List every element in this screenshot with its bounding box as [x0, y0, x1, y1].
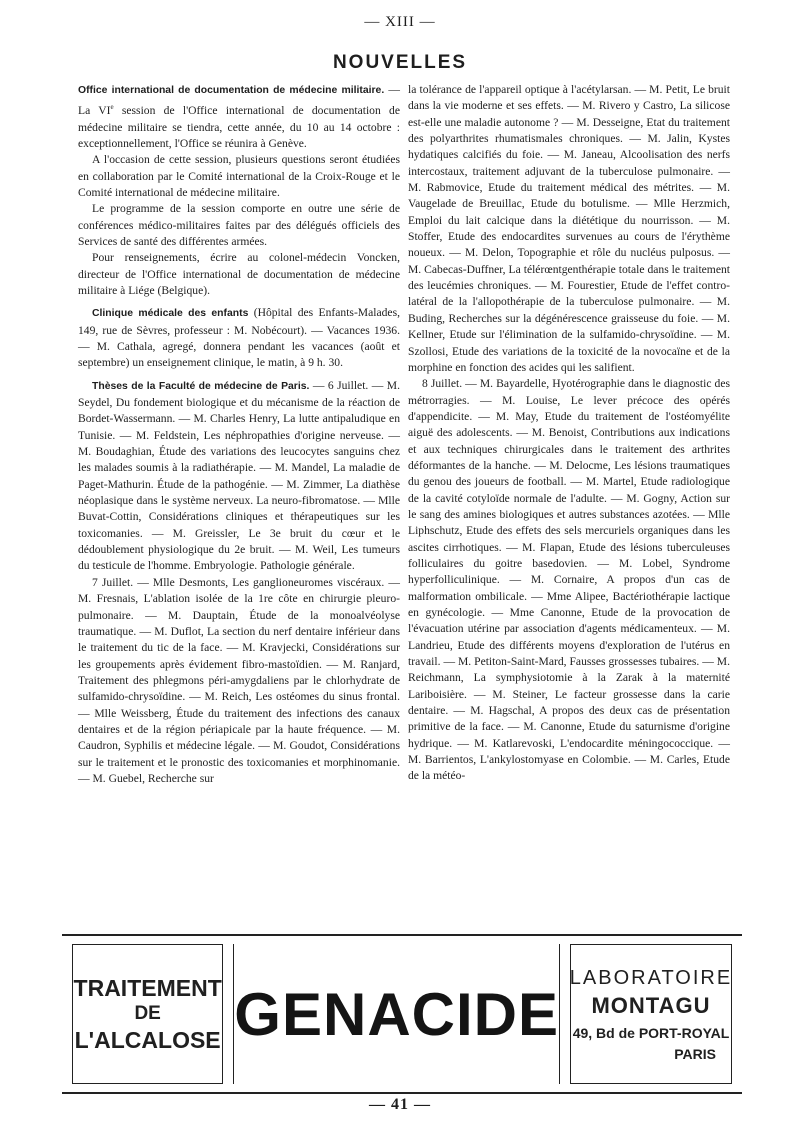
- theses-text: — 6 Juillet. — M. Seydel, Du fondement biologique et du mécanisme de la réaction de Bordet-Wassermann. — M. Charles Henry, La lutte antipaludique en Tunisie. — M. Feldstein, Les néphropathies d'origine nerveuse. — M. Boudaghian, Étude des variations des leucocytes sanguins chez les malades soumis à la radiathérapie. — M. Mandel, La maladie de Paget-Mathurin. Étude de la pathogénie. — M. Zimmer, La diathèse néoplasique dans le système nerveux. La neuro-fibromatose. — Mlle Buvat-Cottin, Considérations cliniques et thérapeutiques sur les toxicomanies. — M. Greissler, Le 3e bruit du cœur et le dédoublement physiologique du 2e bruit. — M. Weil, Les tumeurs du testicule de l'homme. Embryologie. Pathologie générale.: [78, 378, 400, 573]
- clinique-paragraph: [78, 305, 400, 371]
- ad-left-line2: DE: [134, 1003, 161, 1024]
- ad-right-panel: [570, 944, 732, 1084]
- office-text-a: — La VI: [78, 83, 400, 118]
- office-paragraph-4: Pour renseignements, écrire au colonel-médecin Voncken, directeur de l'Office international de documentation de médecine militaire à Liége (Belgique).: [78, 251, 400, 297]
- continued-paragraph: la tolérance de l'appareil optique à l'acétylarsan. — M. Petit, Le bruit dans la vie moderne et ses effets. — M. Rivero y Castro, La silicose est-elle une maladie autonome ? — M. Desseigne, Etat du traitement des polyarthrites rhumatismales chroniques. — M. Jalin, Kystes hydatiques calcifiés du foie. — M. Janeau, Alcoolisation des nerfs intercostaux, traitement adjuvant de la tuberculose pulmonaire. — M. Rabmovice, Etude du traitement médical des métrites. — M. Vaugelade de Breuillac, Etude du botulisme. — Mlle Herzmich, Emploi du lait calcique dans la diététique du nourrisson. — M. Stoffer, Etude des endocardites survenues au cours de l'érythème noueux. — M. Delon, Topographie et rôle du nucléus pulposus. — M. Cabecas-Duffner, La télérœntgenthérapie totale dans le traitement des leucémies chroniques. — M. Fourestier, Etude de l'effet contro-latéral de la l'allopothérapie de la tuberculose pulmonaire. — M. Buding, Recherches sur la dégénérescence graisseuse du foie. — M. Kellner, Etude sur l'élimination de la sulfamido-chrysoïdine. — M. Szollosi, Etude des variations de la toxicité de la novocaïne et de la morphine en fonction des acides qui les salifient.: [408, 83, 730, 374]
- page-footer-number: — 41 —: [369, 1096, 431, 1113]
- office-lead: Office international de documentation de médecine militaire.: [78, 85, 385, 96]
- july7-paragraph: 7 Juillet. — Mlle Desmonts, Les ganglioneuromes viscéraux. — M. Fresnais, L'ablation isolée de la 1re côte en chirurgie pleuro-pulmonaire. — M. Dauptain, Étude de la monoalvéolyse traumatique. — M. Duflot, La section du nerf dentaire inférieur dans le traitement du tic de la face. — M. Kravjecki, Considérations sur les groupements après évidement fibro-mastoïdien. — M. Ranjard, Traitement des phlegmons péri-amygdaliens par le chlorhydrate de sulfamido-chrysoïdine. — M. Reich, Les ostéomes du sinus frontal. — Mlle Weissberg, Étude du traitement des infections des canaux dentaires et de la région périapicale par la haute fréquence. — M. Caudron, Syphilis et médecine légale. — M. Goudot, Considérations sur le traitement et le pronostic des toxicomanies et morphinomanie. — M. Guebel, Recherche sur: [78, 575, 400, 785]
- section-title: NOUVELLES: [332, 52, 468, 73]
- left-column: [78, 82, 400, 787]
- ad-right-line1: LABORATOIRE: [569, 967, 733, 989]
- clinique-text: (Hôpital des Enfants-Malades, 149, rue de Sèvres, professeur : M. Nobécourt). — Vacances 1936. — M. Cathala, agregé, donnera pendant les vacances (août et septembre) un enseignement clinique, le matin, à 9 h. 30.: [78, 306, 400, 370]
- clinique-lead: Clinique médicale des enfants: [92, 308, 249, 320]
- office-text-sup: e: [110, 103, 114, 112]
- advertisement: [62, 940, 742, 1088]
- ad-left-panel: [72, 944, 223, 1084]
- page-header-number: — XIII —: [364, 14, 436, 30]
- ad-right-line4: PARIS: [674, 1046, 716, 1062]
- ad-bottom-rule: [62, 1092, 742, 1094]
- office-paragraph-1: [78, 82, 400, 152]
- ad-left-line3: L'ALCALOSE: [74, 1027, 221, 1053]
- theses-paragraph: [78, 378, 400, 575]
- office-text-b: session de l'Office international de documentation de médecine militaire se tiendra, cette année, du 10 au 14 octobre : exceptionnellement, l'Office se réunira à Genève.: [78, 104, 400, 150]
- right-column: [408, 82, 730, 785]
- theses-lead: Thèses de la Faculté de médecine de Paris.: [92, 380, 310, 392]
- ad-left-line1: TRAITEMENT: [73, 975, 222, 1001]
- office-paragraph-3: Le programme de la session comporte en outre une série de conférences médico-militaires faites par des délégués officiels des Services de santé des différentes armées.: [78, 202, 400, 248]
- ad-brand-name: GENACIDE: [233, 944, 560, 1084]
- ad-top-rule: [62, 934, 742, 936]
- ad-right-line3: 49, Bd de PORT-ROYAL: [572, 1025, 730, 1041]
- ad-right-line2: MONTAGU: [591, 993, 711, 1018]
- july8-paragraph: 8 Juillet. — M. Bayardelle, Hyotérographie dans le diagnostic des métrorragies. — M. Louise, Le lever précoce des opérés d'appendicite. — M. May, Etude du traitement de l'ostéomyélite aiguë des adolescents. — M. Benoist, Contributions aux indications et aux techniques chirurgicales dans le traitement des arthrites déformantes de la hanche. — M. Delocme, Les lésions traumatiques du genou des joueurs de football. — M. Martel, Etude radiologique de la cavité cotyloïde normale de l'adulte. — M. Gogny, Action sur le sang des amines biologiques et autres substances azotées. — Mlle Liphschutz, Etude des effets des sels mercuriels organiques dans les ascites cirrhotiques. — M. Flapan, Etude des lésions tuberculeuses folliculaires du goitre basedovien. — M. Lobel, Syndrome hyperfolliculinique. — M. Cornaire, A propos d'un cas de malformation ombilicale. — Mme Alipee, Bactériothérapie lactique en gynécologie. — Mme Canonne, Etude de la provocation de l'évacuation utérine par association d'agents médicamenteux. — M. Landrieu, Etude des différents moyens d'exploration de l'utérus en travail. — M. Petiton-Saint-Mard, Fausses grossesses tubaires. — M. Reichmann, La symphysiotomie à la Zarak à la maternité Lariboisière. — M. Steiner, Le facteur grossesse dans la carie dentaire. — M. Hagschal, A propos des deux cas de présentation primitive de la face. — M. Canonne, Etude du saturnisme d'origine hydrique. — M. Katlarevoski, L'endocardite méningococcique. — M. Barrientos, L'ankylostomyase en Colombie. — M. Carles, Etude de la météo-: [408, 377, 730, 783]
- office-paragraph-2: A l'occasion de cette session, plusieurs questions seront étudiées en collaboration par le Comité international de la Croix-Rouge et le Comité international de médecine militaire.: [78, 153, 400, 199]
